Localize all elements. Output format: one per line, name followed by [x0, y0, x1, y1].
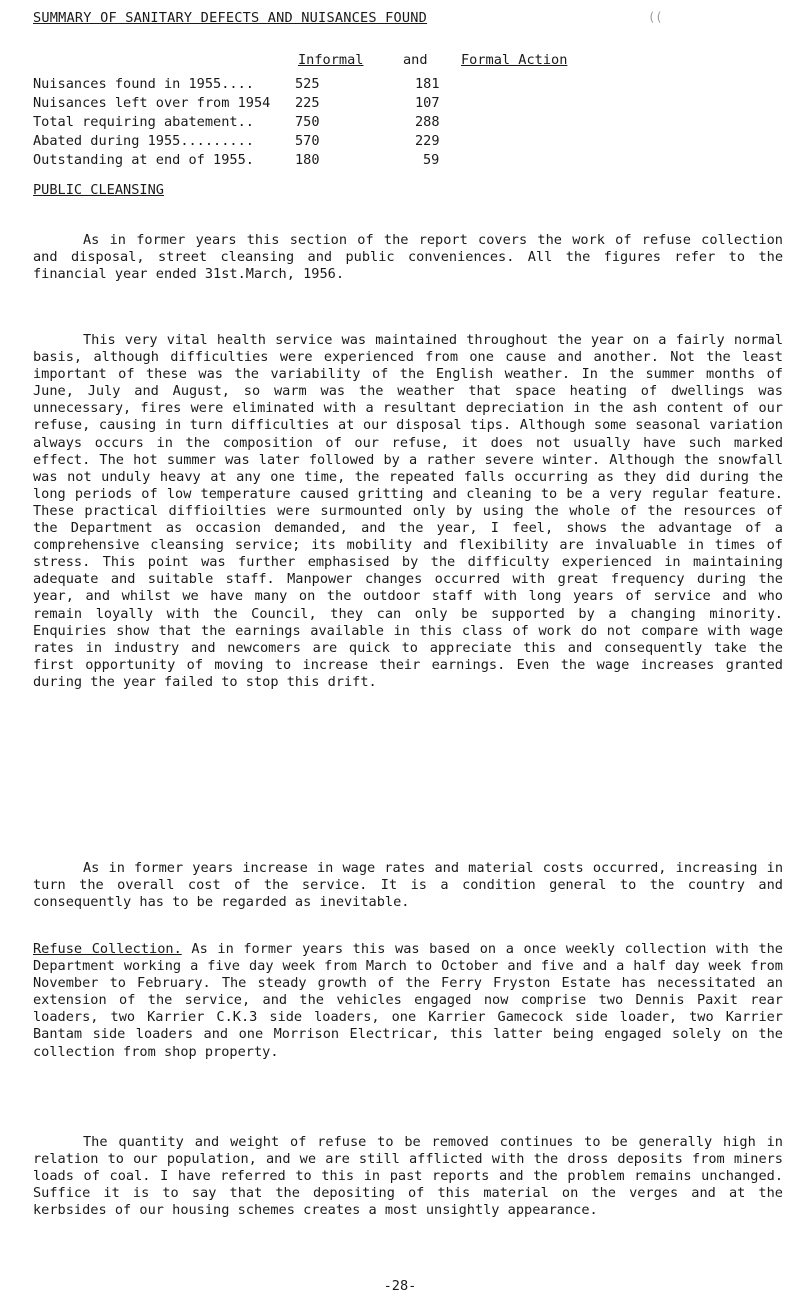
row-label: Outstanding at end of 1955. [33, 152, 254, 168]
row-label: Total requiring abatement.. [33, 114, 254, 130]
informal-count: 750 [295, 114, 320, 130]
table-row [33, 94, 503, 113]
margin-mark: (( [648, 10, 663, 24]
column-header-informal: Informal [298, 52, 364, 68]
row-label: Abated during 1955......... [33, 133, 254, 149]
informal-count: 180 [295, 152, 320, 168]
paragraph-refuse-quantity [33, 1134, 783, 1219]
refuse-collection-title: Refuse Collection. [33, 941, 182, 957]
formal-count: 107 [415, 95, 440, 111]
informal-count: 570 [295, 133, 320, 149]
formal-count: 288 [415, 114, 440, 130]
table-row [33, 151, 503, 170]
formal-count: 59 [423, 152, 440, 168]
table-row [33, 75, 503, 94]
paragraph-text: As in former years this section of the report covers the work of refuse collection and disposal, street cleansing and public conveniences. All the figures refer to the financial year ended 31st.March, 1956. [33, 232, 783, 283]
summary-table [33, 75, 503, 170]
paragraph-refuse-collection [33, 941, 783, 1061]
informal-count: 525 [295, 76, 320, 92]
informal-count: 225 [295, 95, 320, 111]
formal-count: 229 [415, 133, 440, 149]
row-label: Nuisances left over from 1954 [33, 95, 271, 111]
column-header-formal: Formal Action [461, 52, 568, 68]
table-row [33, 132, 503, 151]
paragraph-text: As in former years this was based on a once weekly collection with the Department working a five day week from March to October and five and a half day week from November to February. The steady growth of the Ferry Fryston Estate has necessitated an extension of the service, and the vehicles engaged now comprise two Dennis Paxit rear loaders, two Karrier C.K.3 side loaders, one Karrier Gamecock side loader, two Karrier Bantam side loaders and one Morrison Electricar, this latter being engaged solely on the collection from shop property. [33, 941, 783, 1060]
table-row [33, 113, 503, 132]
paragraph-service [33, 332, 783, 691]
formal-count: 181 [415, 76, 440, 92]
section-title: PUBLIC CLEANSING [33, 182, 164, 198]
paragraph-introduction [33, 232, 783, 283]
paragraph-costs [33, 860, 783, 911]
page-heading: SUMMARY OF SANITARY DEFECTS AND NUISANCES FOUND [33, 10, 428, 26]
paragraph-text: The quantity and weight of refuse to be removed continues to be generally high in relation to our population, and we are still afflicted with the dross deposits from miners loads of coal. I have referred to this in past reports and the problem remains unchanged. Suffice it is to say that the depositing of this material on the verges and at the kerbsides of our housing schemes creates a most unsightly appearance. [33, 1134, 783, 1219]
paragraph-text: This very vital health service was maintained throughout the year on a fairly normal basis, although difficulties were experienced from one cause and another. Not the least important of these was the variability of the English weather. In the summer months of June, July and August, so warm was the weather that space heating of dwellings was unnecessary, fires were eliminated with a resultant depreciation in the ash content of our refuse, causing in turn difficulties at our disposal tips. Although some seasonal variation always occurs in the composition of our refuse, it does not usually have such marked effect. The hot summer was later followed by a rather severe winter. Although the snowfall was not unduly heavy at any one time, the repeated falls occurring as they did during the long periods of low temperature caused gritting and cleaning to be a very regular feature. These practical diffioilties were surmounted only by using the whole of the resources of the Department as occasion demanded, and the year, I feel, shows the advantage of a comprehensive cleansing service; its mobility and flexibility are invaluable in times of stress. This point was further emphasised by the difficulty experienced in maintaining adequate and suitable staff. Manpower changes occurred with great frequency during the year, and whilst we have many on the outdoor staff with long years of service and who remain loyally with the Council, they can only be supported by a changing minority. Enquiries show that the earnings available in this class of work do not compare with wage rates in industry and newcomers are quick to appreciate this and consequently take the first opportunity of moving to increase their earnings. Even the wage increases granted during the year failed to stop this drift. [33, 332, 783, 690]
column-header-and: and [403, 52, 428, 68]
row-label: Nuisances found in 1955.... [33, 76, 254, 92]
page-number: -28- [383, 1278, 417, 1294]
paragraph-text: As in former years increase in wage rates and material costs occurred, increasing in turn the overall cost of the service. It is a condition general to the country and consequently has to be regarded as inevitable. [33, 860, 783, 911]
